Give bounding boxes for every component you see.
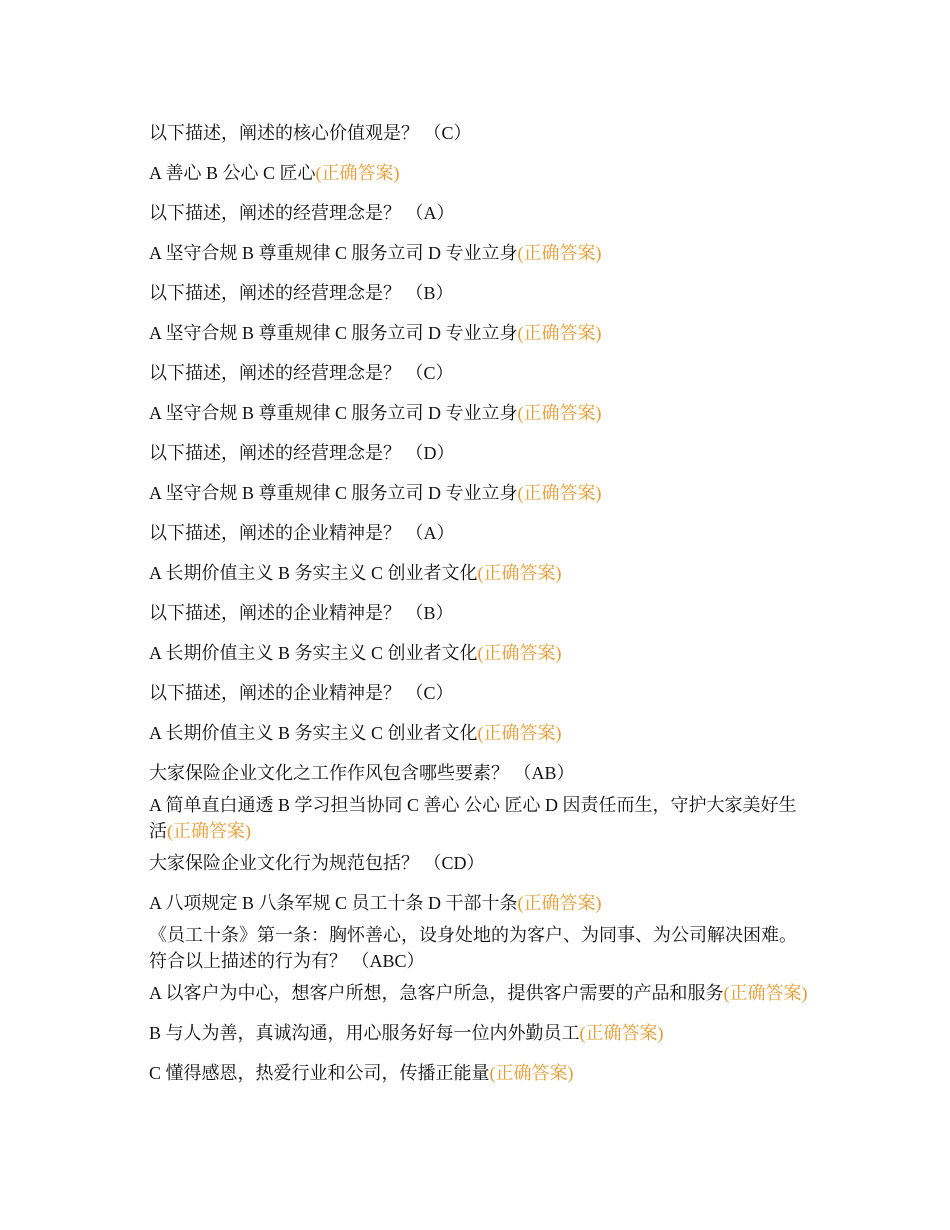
- question-text: 以下描述，阐述的核心价值观是？ （C）: [149, 123, 472, 143]
- options-9: [149, 792, 809, 844]
- question-11: [149, 922, 809, 974]
- question-5: [149, 440, 809, 466]
- options-4: [149, 400, 809, 426]
- correct-answer-mark: (正确答案): [315, 163, 400, 183]
- options-text: A 八项规定 B 八条军规 C 员工十条 D 干部十条: [149, 893, 518, 913]
- question-10: [149, 850, 809, 876]
- options-3: [149, 320, 809, 346]
- question-1: [149, 120, 809, 146]
- option-text: A 以客户为中心，想客户所想，急客户所急，提供客户需要的产品和服务: [149, 983, 724, 1003]
- question-3: [149, 280, 809, 306]
- options-7: [149, 640, 809, 666]
- options-text: A 坚守合规 B 尊重规律 C 服务立司 D 专业立身: [149, 243, 518, 263]
- question-text: 以下描述，阐述的企业精神是？ （C）: [149, 683, 454, 703]
- question-text: 以下描述，阐述的企业精神是？ （B）: [149, 603, 454, 623]
- question-text: 以下描述，阐述的经营理念是？ （C）: [149, 363, 454, 383]
- option-a-11: [149, 980, 809, 1006]
- question-text: 《员工十条》第一条：胸怀善心，设身处地的为客户、为同事、为公司解决困难。符合以上描述的行为有？ （ABC）: [149, 925, 797, 971]
- option-c-11: [149, 1060, 809, 1086]
- correct-answer-mark: (正确答案): [517, 483, 602, 503]
- options-10: [149, 890, 809, 916]
- question-2: [149, 200, 809, 226]
- options-text: A 坚守合规 B 尊重规律 C 服务立司 D 专业立身: [149, 403, 518, 423]
- correct-answer-mark: (正确答案): [477, 723, 562, 743]
- correct-answer-mark: (正确答案): [517, 323, 602, 343]
- document-page: [149, 120, 809, 1086]
- option-text: B 与人为善，真诚沟通，用心服务好每一位内外勤员工: [149, 1023, 580, 1043]
- correct-answer-mark: (正确答案): [723, 983, 808, 1003]
- correct-answer-mark: (正确答案): [517, 893, 602, 913]
- question-9: [149, 760, 809, 786]
- options-5: [149, 480, 809, 506]
- question-text: 以下描述，阐述的经营理念是？ （A）: [149, 203, 455, 223]
- question-8: [149, 680, 809, 706]
- question-text: 以下描述，阐述的经营理念是？ （D）: [149, 443, 455, 463]
- question-6: [149, 520, 809, 546]
- options-text: A 长期价值主义 B 务实主义 C 创业者文化: [149, 643, 478, 663]
- question-text: 大家保险企业文化行为规范包括？ （CD）: [149, 853, 485, 873]
- correct-answer-mark: (正确答案): [489, 1063, 574, 1083]
- correct-answer-mark: (正确答案): [517, 403, 602, 423]
- correct-answer-mark: (正确答案): [477, 563, 562, 583]
- correct-answer-mark: (正确答案): [579, 1023, 664, 1043]
- options-6: [149, 560, 809, 586]
- options-text: A 长期价值主义 B 务实主义 C 创业者文化: [149, 563, 478, 583]
- option-b-11: [149, 1020, 809, 1046]
- options-text: A 善心 B 公心 C 匠心: [149, 163, 316, 183]
- options-text: A 坚守合规 B 尊重规律 C 服务立司 D 专业立身: [149, 483, 518, 503]
- correct-answer-mark: (正确答案): [477, 643, 562, 663]
- question-text: 以下描述，阐述的经营理念是？ （B）: [149, 283, 454, 303]
- question-4: [149, 360, 809, 386]
- options-text: A 简单直白通透 B 学习担当协同 C 善心 公心 匠心 D 因责任而生，守护大家美好生活: [149, 795, 797, 841]
- options-text: A 长期价值主义 B 务实主义 C 创业者文化: [149, 723, 478, 743]
- question-text: 以下描述，阐述的企业精神是？ （A）: [149, 523, 455, 543]
- correct-answer-mark: (正确答案): [167, 821, 251, 841]
- correct-answer-mark: (正确答案): [517, 243, 602, 263]
- option-text: C 懂得感恩，热爱行业和公司，传播正能量: [149, 1063, 490, 1083]
- question-7: [149, 600, 809, 626]
- options-text: A 坚守合规 B 尊重规律 C 服务立司 D 专业立身: [149, 323, 518, 343]
- options-2: [149, 240, 809, 266]
- options-8: [149, 720, 809, 746]
- options-1: [149, 160, 809, 186]
- question-text: 大家保险企业文化之工作作风包含哪些要素？ （AB）: [149, 763, 575, 783]
